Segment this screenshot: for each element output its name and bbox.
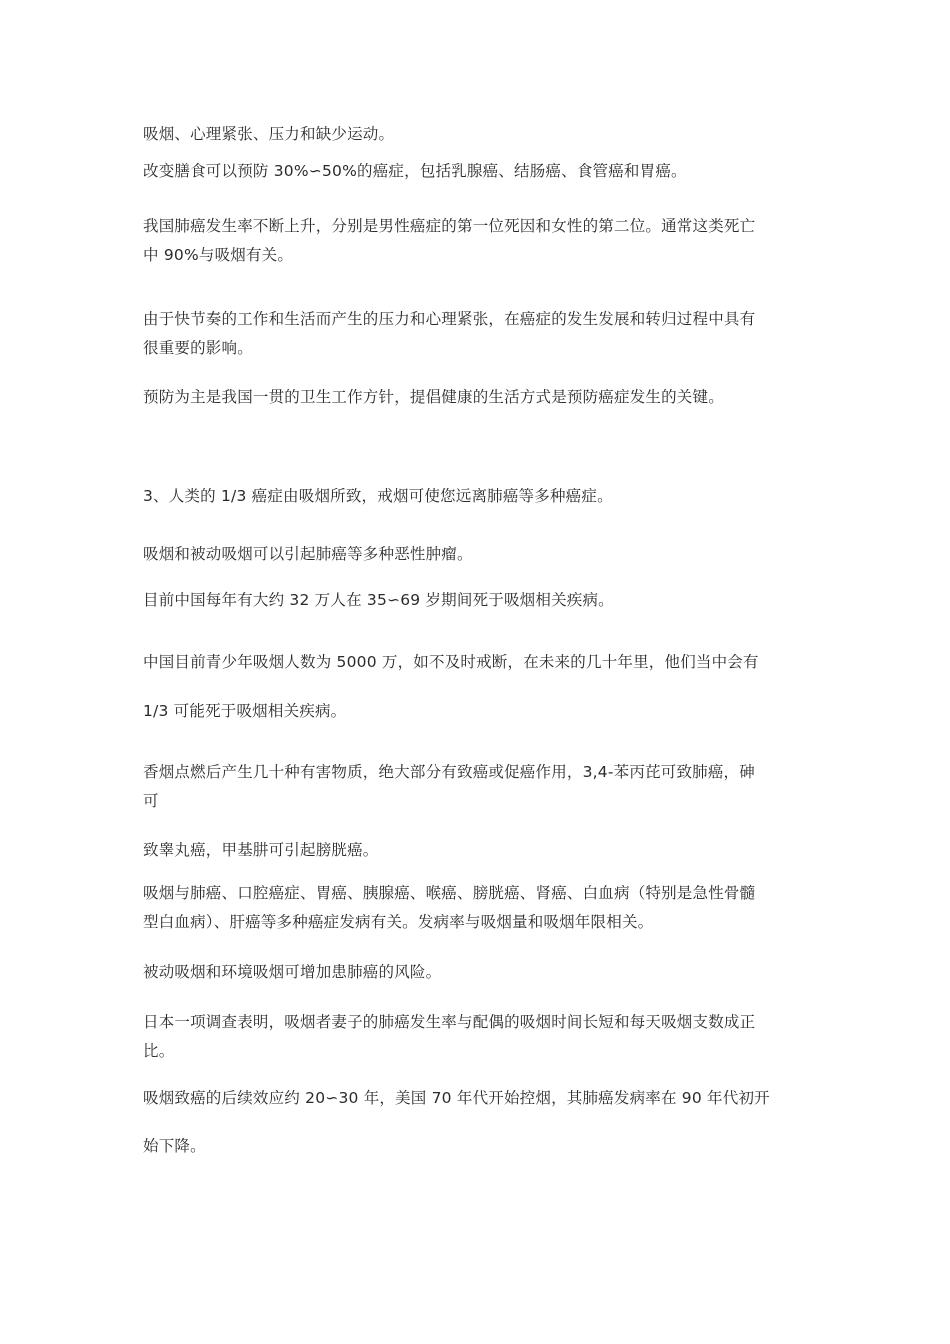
section-heading-3: 3、人类的 1/3 癌症由吸烟所致，戒烟可使您远离肺癌等多种癌症。	[143, 487, 613, 505]
paragraph-13: 被动吸烟和环境吸烟可增加患肺癌的风险。	[143, 963, 442, 981]
paragraph-3: 我国肺癌发生率不断上升，分别是男性癌症的第一位死因和女性的第二位。通常这类死亡 中 90%与吸烟有关。	[143, 217, 756, 264]
paragraph-16: 始下降。	[143, 1137, 206, 1155]
paragraph-11: 致睾丸癌，甲基肼可引起膀胱癌。	[143, 841, 379, 859]
paragraph-15: 吸烟致癌的后续效应约 20∽30 年，美国 70 年代开始控烟，其肺癌发病率在 90 年代初开	[143, 1089, 770, 1107]
paragraph-10: 香烟点燃后产生几十种有害物质，绝大部分有致癌或促癌作用，3,4-苯丙芘可致肺癌，砷 可	[143, 763, 755, 810]
paragraph-14: 日本一项调查表明，吸烟者妻子的肺癌发生率与配偶的吸烟时间长短和每天吸烟支数成正 比。	[143, 1013, 756, 1060]
paragraph-12: 吸烟与肺癌、口腔癌症、胃癌、胰腺癌、喉癌、膀胱癌、肾癌、白血病（特别是急性骨髓 型白血病）、肝癌等多种癌症发病有关。发病率与吸烟量和吸烟年限相关。	[143, 884, 756, 931]
paragraph-4: 由于快节奏的工作和生活而产生的压力和心理紧张，在癌症的发生发展和转归过程中具有 很重要的影响。	[143, 310, 756, 357]
paragraph-7: 目前中国每年有大约 32 万人在 35∽69 岁期间死于吸烟相关疾病。	[143, 591, 614, 609]
paragraph-9: 1/3 可能死于吸烟相关疾病。	[143, 702, 347, 720]
paragraph-1: 吸烟、心理紧张、压力和缺少运动。	[143, 125, 395, 143]
paragraph-8: 中国目前青少年吸烟人数为 5000 万，如不及时戒断，在未来的几十年里，他们当中会有	[143, 653, 759, 671]
paragraph-2: 改变膳食可以预防 30%∽50%的癌症，包括乳腺癌、结肠癌、食管癌和胃癌。	[143, 162, 687, 180]
paragraph-5: 预防为主是我国一贯的卫生工作方针，提倡健康的生活方式是预防癌症发生的关键。	[143, 388, 724, 406]
paragraph-6: 吸烟和被动吸烟可以引起肺癌等多种恶性肿瘤。	[143, 545, 473, 563]
